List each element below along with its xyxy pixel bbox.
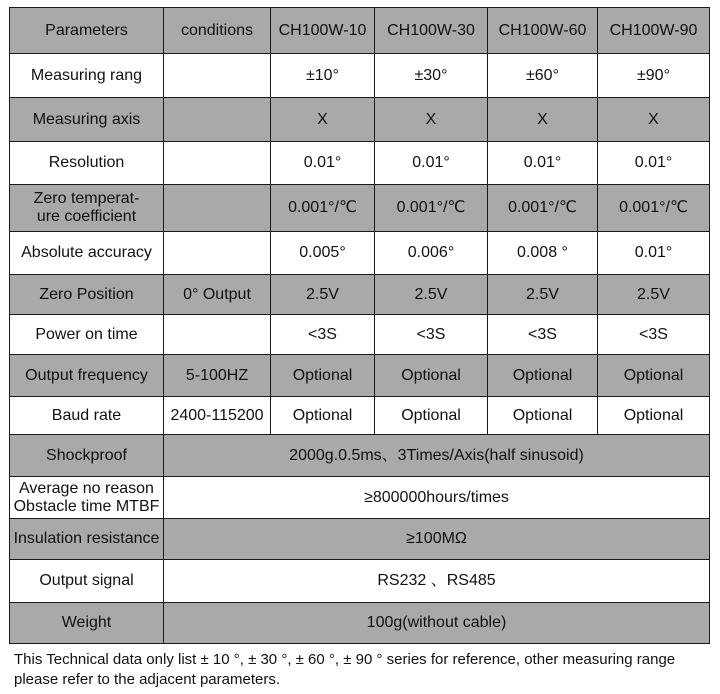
row-value: ±90° <box>598 54 710 98</box>
row-parameter: Output frequency <box>10 355 164 397</box>
row-condition <box>164 185 271 232</box>
header-model: CH100W-90 <box>598 8 710 54</box>
table-row <box>10 397 710 435</box>
row-merged-value: 2000g.0.5ms、3Times/Axis(half sinusoid) <box>164 435 710 477</box>
row-condition: 5-100HZ <box>164 355 271 397</box>
spec-table <box>9 7 710 644</box>
row-value: 0.001°/℃ <box>488 185 598 232</box>
row-condition <box>164 232 271 275</box>
row-value: <3S <box>598 315 710 355</box>
row-value: X <box>488 98 598 142</box>
row-value: 0.01° <box>598 232 710 275</box>
table-row <box>10 560 710 603</box>
row-value: 2.5V <box>488 275 598 315</box>
row-value: <3S <box>271 315 375 355</box>
row-condition: 0° Output <box>164 275 271 315</box>
row-value: 0.006° <box>375 232 488 275</box>
row-parameter: Measuring rang <box>10 54 164 98</box>
row-value: 2.5V <box>271 275 375 315</box>
row-parameter: Shockproof <box>10 435 164 477</box>
row-parameter: Measuring axis <box>10 98 164 142</box>
row-value: Optional <box>488 355 598 397</box>
row-value: 0.01° <box>488 142 598 185</box>
row-value: X <box>271 98 375 142</box>
header-model: CH100W-10 <box>271 8 375 54</box>
row-value: Optional <box>375 397 488 435</box>
row-value: 0.01° <box>271 142 375 185</box>
row-value: 0.008 ° <box>488 232 598 275</box>
row-parameter: Baud rate <box>10 397 164 435</box>
row-value: X <box>375 98 488 142</box>
table-row <box>10 477 710 519</box>
header-model: CH100W-60 <box>488 8 598 54</box>
header-conditions: conditions <box>164 8 271 54</box>
row-parameter-line: ure coefficient <box>36 208 137 225</box>
table-row <box>10 519 710 560</box>
row-condition <box>164 142 271 185</box>
table-row <box>10 185 710 232</box>
row-value: ±60° <box>488 54 598 98</box>
table-row <box>10 435 710 477</box>
row-parameter: Zero Position <box>10 275 164 315</box>
row-merged-value: RS232 、RS485 <box>164 560 710 603</box>
row-condition <box>164 54 271 98</box>
row-value: 0.001°/℃ <box>598 185 710 232</box>
row-parameter-line: Average no reason <box>19 479 154 497</box>
row-value: Optional <box>271 397 375 435</box>
row-parameter-line: Obstacle time MTBF <box>13 497 160 515</box>
footnote: This Technical data only list ± 10 °, ± 30 °, ± 60 °, ± 90 ° series for reference, other measuring range please refer to the adjacent parameters. <box>14 651 676 688</box>
row-merged-value: 100g(without cable) <box>164 603 710 644</box>
row-value: 0.001°/℃ <box>271 185 375 232</box>
header-model: CH100W-30 <box>375 8 488 54</box>
table-row <box>10 232 710 275</box>
row-condition: 2400-115200 <box>164 397 271 435</box>
row-value: 0.005° <box>271 232 375 275</box>
row-parameter: Weight <box>10 603 164 644</box>
row-parameter: Resolution <box>10 142 164 185</box>
row-value: 2.5V <box>375 275 488 315</box>
row-value: Optional <box>375 355 488 397</box>
table-row <box>10 603 710 644</box>
row-parameter: Insulation resistance <box>10 519 164 560</box>
row-parameter: Output signal <box>10 560 164 603</box>
table-row <box>10 355 710 397</box>
table-row <box>10 275 710 315</box>
header-parameters: Parameters <box>10 8 164 54</box>
row-value: Optional <box>271 355 375 397</box>
row-condition <box>164 315 271 355</box>
header-row <box>10 8 710 54</box>
row-condition <box>164 98 271 142</box>
row-parameter <box>10 185 164 232</box>
row-value: Optional <box>598 355 710 397</box>
row-value: 0.01° <box>598 142 710 185</box>
row-value: <3S <box>488 315 598 355</box>
row-parameter-line: Zero temperat- <box>33 190 140 207</box>
row-value: Optional <box>598 397 710 435</box>
row-value: 0.001°/℃ <box>375 185 488 232</box>
row-value: X <box>598 98 710 142</box>
row-value: <3S <box>375 315 488 355</box>
table-row <box>10 142 710 185</box>
row-merged-value: ≥800000hours/times <box>164 477 710 519</box>
row-parameter: Power on time <box>10 315 164 355</box>
row-value: Optional <box>488 397 598 435</box>
table-row <box>10 54 710 98</box>
row-value: 0.01° <box>375 142 488 185</box>
table-row <box>10 98 710 142</box>
row-parameter: Absolute accuracy <box>10 232 164 275</box>
row-value: ±30° <box>375 54 488 98</box>
row-merged-value: ≥100MΩ <box>164 519 710 560</box>
row-value: ±10° <box>271 54 375 98</box>
table-row <box>10 315 710 355</box>
row-value: 2.5V <box>598 275 710 315</box>
row-parameter <box>10 477 164 519</box>
